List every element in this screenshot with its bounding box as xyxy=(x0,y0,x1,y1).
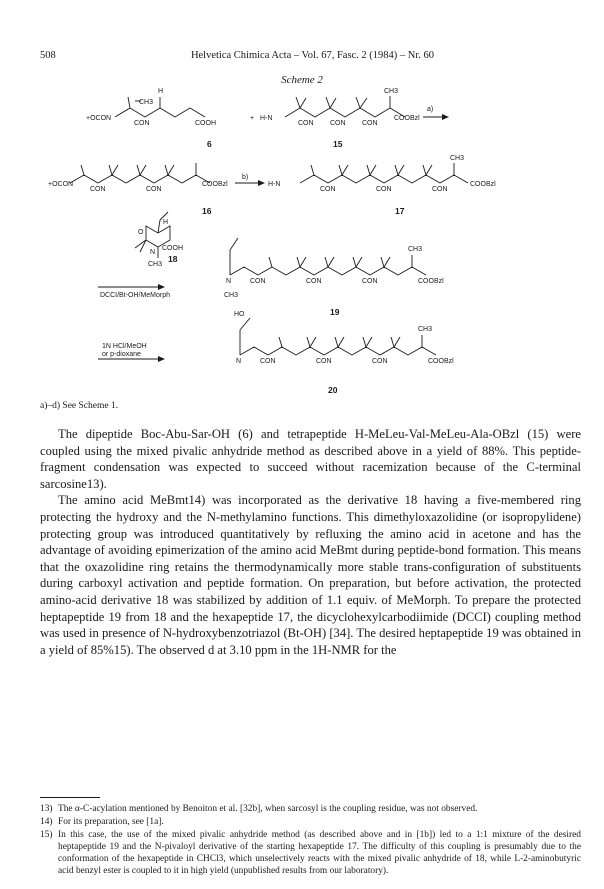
svg-text:CON: CON xyxy=(372,358,388,365)
page-number: 508 xyxy=(40,50,56,61)
coupling-reagents-label: DCCI/Bt-OH/MeMorph xyxy=(100,292,171,299)
svg-text:CON: CON xyxy=(320,186,336,193)
svg-text:CH3: CH3 xyxy=(148,261,163,268)
svg-text:CH3: CH3 xyxy=(418,326,433,333)
reaction-scheme xyxy=(0,0,604,400)
svg-text:COOBzl: COOBzl xyxy=(418,278,444,285)
svg-text:CON: CON xyxy=(260,358,276,365)
body-text xyxy=(40,426,581,658)
footnote-text: In this case, the use of the mixed pivalic anhydride method (as described above and in [1b]) led to a 1:1 mixture of the desired heptapeptide 19 and the N-pivaloyl derivative of the starting hexapeptide 17. The difficulty of this coupling is presumably due to the conformation of the hexapeptide in CHCl3, which unselectively reacts with the mixed pivalic anhydride of 18, while L-2-aminobutyric acid benzyl ester is coupled to it in high yield (unpublished results from our laboratory). xyxy=(58,830,581,876)
compound-label-17: 17 xyxy=(395,206,405,216)
deprotect-reagent-2: or p-dioxane xyxy=(102,351,141,358)
footnote-15 xyxy=(40,829,581,877)
svg-text:COOBzl: COOBzl xyxy=(202,181,228,188)
svg-text:CON: CON xyxy=(362,120,378,127)
svg-text:CON: CON xyxy=(362,278,378,285)
footnote-marker: 13) xyxy=(40,804,53,814)
svg-text:H: H xyxy=(158,88,164,95)
footnote-text: The α-C-acylation mentioned by Benoiton et al. [32b], when sarcosyl is the coupling residue, was not observed. xyxy=(58,804,478,814)
svg-text:H: H xyxy=(163,219,169,226)
svg-text:N: N xyxy=(226,278,232,285)
compound-label-6: 6 xyxy=(207,139,212,149)
scheme-title: Scheme 2 xyxy=(281,74,323,86)
svg-text:CON: CON xyxy=(306,278,322,285)
compound-label-18: 18 xyxy=(168,254,178,264)
svg-text:CON: CON xyxy=(250,278,266,285)
paragraph-1: The dipeptide Boc-Abu-Sar-OH (6) and tetrapeptide H-MeLeu-Val-MeLeu-Ala-OBzl (15) were coupled using the mixed pivalic anhydride method as described above in a yield of 88%. This peptide-fragment condensation was expected to succeed without racemization because of the C-terminal sarcosine13). xyxy=(40,427,581,491)
boc-group-label: +OCON xyxy=(86,115,112,122)
footnotes xyxy=(40,803,581,878)
svg-text:CH3: CH3 xyxy=(224,292,239,299)
svg-text:CON: CON xyxy=(134,120,150,127)
scheme-footnote: a)–d) See Scheme 1. xyxy=(40,401,119,411)
footnote-13 xyxy=(40,803,581,815)
svg-text:CON: CON xyxy=(376,186,392,193)
svg-text:CON: CON xyxy=(90,186,106,193)
footnote-14 xyxy=(40,816,581,828)
svg-text:O: O xyxy=(138,229,144,236)
deprotect-reagent-1: 1N HCl/MeOH xyxy=(102,343,147,350)
svg-text:H-N: H-N xyxy=(260,115,273,122)
svg-text:b): b) xyxy=(242,174,249,181)
svg-text:CON: CON xyxy=(146,186,162,193)
svg-text:CH3: CH3 xyxy=(450,155,465,162)
svg-text:COOH: COOH xyxy=(162,245,183,252)
svg-text:COOBzl: COOBzl xyxy=(394,115,420,122)
compound-label-15: 15 xyxy=(333,139,343,149)
svg-text:COOBzl: COOBzl xyxy=(470,181,496,188)
paragraph-2: The amino acid MeBmt14) was incorporated as the derivative 18 having a five-membered ring protecting the hydroxy and the N-methylamino functions. This dimethyloxazolidine (or isopropylidene) protecting group was introduced quantitatively by refluxing the amino acid in acetone and has the advantage of avoiding epimerization of the amino acid MeBmt during peptide-bond formation. This means that the oxazolidine ring retains the thermodynamically more stable trans-configuration of substituents during carboxyl activation and peptide formation. On preparation, but before activation, the protected amino-acid derivative 18 was stabilized by addition of 1.1 equiv. of MeMorph. To prepare the protected heptapeptide 19 from 18 and the hexapeptide 17, the dicyclohexylcarbodiimide (DCCI) coupling method was used in presence of N-hydroxybenzotriazol (Bt-OH) [34]. The desired heptapeptide 19 was obtained in a yield of 85%15). The observed d at 3.10 ppm in the 1H-NMR for the xyxy=(40,493,581,657)
svg-text:CON: CON xyxy=(432,186,448,193)
svg-text:CON: CON xyxy=(330,120,346,127)
svg-text:N: N xyxy=(236,358,242,365)
svg-text:COOH: COOH xyxy=(195,120,216,127)
compound-label-16: 16 xyxy=(202,206,212,216)
footnote-marker: 14) xyxy=(40,817,53,827)
svg-text:CON: CON xyxy=(316,358,332,365)
svg-text:+OCON: +OCON xyxy=(48,181,74,188)
svg-text:a): a) xyxy=(427,106,434,113)
footnote-rule xyxy=(40,797,100,798)
svg-text:COOBzl: COOBzl xyxy=(428,358,454,365)
journal-title: Helvetica Chimica Acta – Vol. 67, Fasc. 2 (1984) – Nr. 60 xyxy=(190,50,435,61)
svg-text:CH3: CH3 xyxy=(384,88,399,95)
svg-text:N: N xyxy=(150,249,156,256)
svg-text:+: + xyxy=(250,115,255,122)
svg-text:CH3: CH3 xyxy=(408,246,423,253)
svg-text:CON: CON xyxy=(298,120,314,127)
svg-text:HO: HO xyxy=(234,311,245,318)
scheme-bond xyxy=(115,108,205,117)
svg-text:H-N: H-N xyxy=(268,181,281,188)
svg-text:CH3: CH3 xyxy=(139,99,154,106)
footnote-text: For its preparation, see [1a]. xyxy=(58,817,164,827)
footnote-marker: 15) xyxy=(40,830,53,840)
compound-label-19: 19 xyxy=(330,307,340,317)
compound-label-20: 20 xyxy=(328,385,338,395)
